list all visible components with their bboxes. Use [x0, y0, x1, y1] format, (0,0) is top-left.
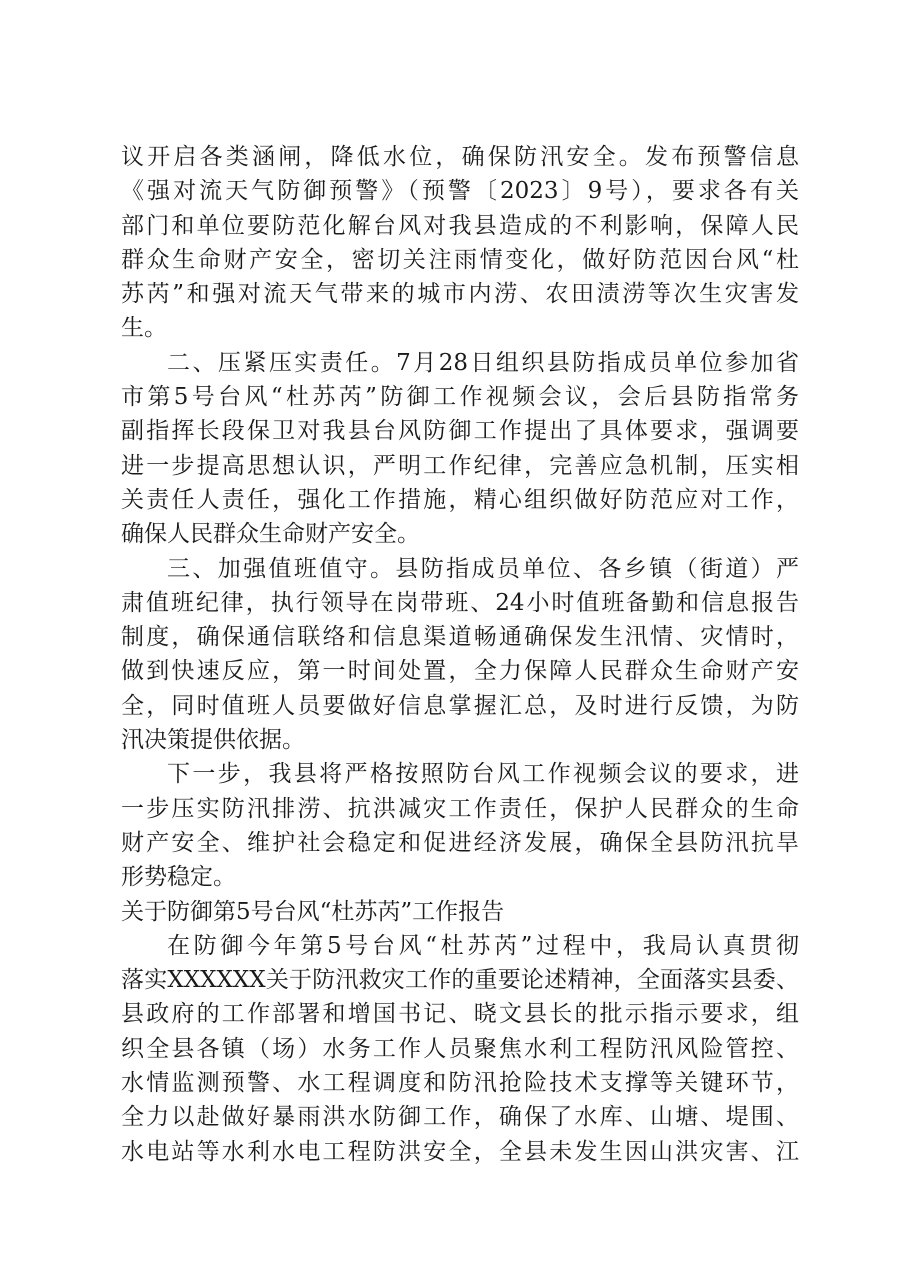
text-line: 织全县各镇（场）水务工作人员聚焦水利工程防汛风险管控、	[121, 1035, 799, 1062]
text-line: 二、压紧压实责任。7月28日组织县防指成员单位参加省	[167, 349, 799, 376]
text-line: 水电站等水利水电工程防洪安全，全县未发生因山洪灾害、江	[121, 1138, 799, 1165]
text-line: 县政府的工作部署和增国书记、晓文县长的批示指示要求，组	[121, 1001, 799, 1028]
text-line: 一步压实防汛排涝、抗洪减灾工作责任，保护人民群众的生命	[121, 795, 799, 822]
text-line: 部门和单位要防范化解台风对我县造成的不利影响，保障人民	[121, 212, 799, 239]
text-line: 财产安全、维护社会稳定和促进经济发展，确保全县防汛抗旱	[121, 829, 799, 856]
text-line: 副指挥长段保卫对我县台风防御工作提出了具体要求，强调要	[121, 418, 799, 445]
text-line: 水情监测预警、水工程调度和防汛抢险技术支撑等关键环节，	[121, 1070, 799, 1097]
report-title	[121, 895, 799, 929]
text-line: 制度，确保通信联络和信息渠道畅通确保发生汛情、灾情时，	[121, 624, 799, 651]
paragraph	[121, 929, 799, 1169]
report-title-text: 关于防御第5号台风“杜苏芮”工作报告	[121, 898, 505, 925]
text-line: 肃值班纪律，执行领导在岗带班、24小时值班备勤和信息报告	[121, 589, 799, 616]
text-line: 汛决策提供依据。	[121, 727, 305, 754]
text-line: 在防御今年第5号台风“杜苏芮”过程中，我局认真贯彻	[167, 932, 799, 959]
paragraph	[121, 346, 799, 552]
paragraph	[121, 757, 799, 894]
text-line: 确保人民群众生命财产安全。	[121, 521, 420, 548]
text-line: 形势稳定。	[121, 864, 236, 891]
paragraph	[121, 140, 799, 346]
text-line: 全，同时值班人员要做好信息掌握汇总，及时进行反馈，为防	[121, 692, 799, 719]
text-line: 全力以赴做好暴雨洪水防御工作，确保了水库、山塘、堤围、	[121, 1104, 799, 1131]
text-line: 下一步，我县将严格按照防台风工作视频会议的要求，进	[167, 761, 799, 788]
text-line: 议开启各类涵闸，降低水位，确保防汛安全。发布预警信息	[121, 144, 799, 170]
text-line: 做到快速反应，第一时间处置，全力保障人民群众生命财产安	[121, 658, 799, 685]
text-line: 《强对流天气防御预警》（预警〔2023〕9号），要求各有关	[121, 178, 799, 205]
document-page	[121, 140, 799, 1169]
text-line: 生。	[121, 315, 167, 342]
text-line: 三、加强值班值守。县防指成员单位、各乡镇（街道）严	[167, 555, 799, 582]
paragraph	[121, 552, 799, 758]
text-line: 群众生命财产安全，密切关注雨情变化，做好防范因台风“杜	[121, 246, 799, 273]
text-line: 市第5号台风“杜苏芮”防御工作视频会议，会后县防指常务	[121, 384, 799, 411]
text-line: 进一步提高思想认识，严明工作纪律，完善应急机制，压实相	[121, 452, 799, 479]
text-line: 落实XXXXXX关于防汛救灾工作的重要论述精神，全面落实县委、	[121, 967, 799, 994]
text-line: 苏芮”和强对流天气带来的城市内涝、农田渍涝等次生灾害发	[121, 281, 799, 308]
text-line: 关责任人责任，强化工作措施，精心组织做好防范应对工作，	[121, 486, 799, 513]
